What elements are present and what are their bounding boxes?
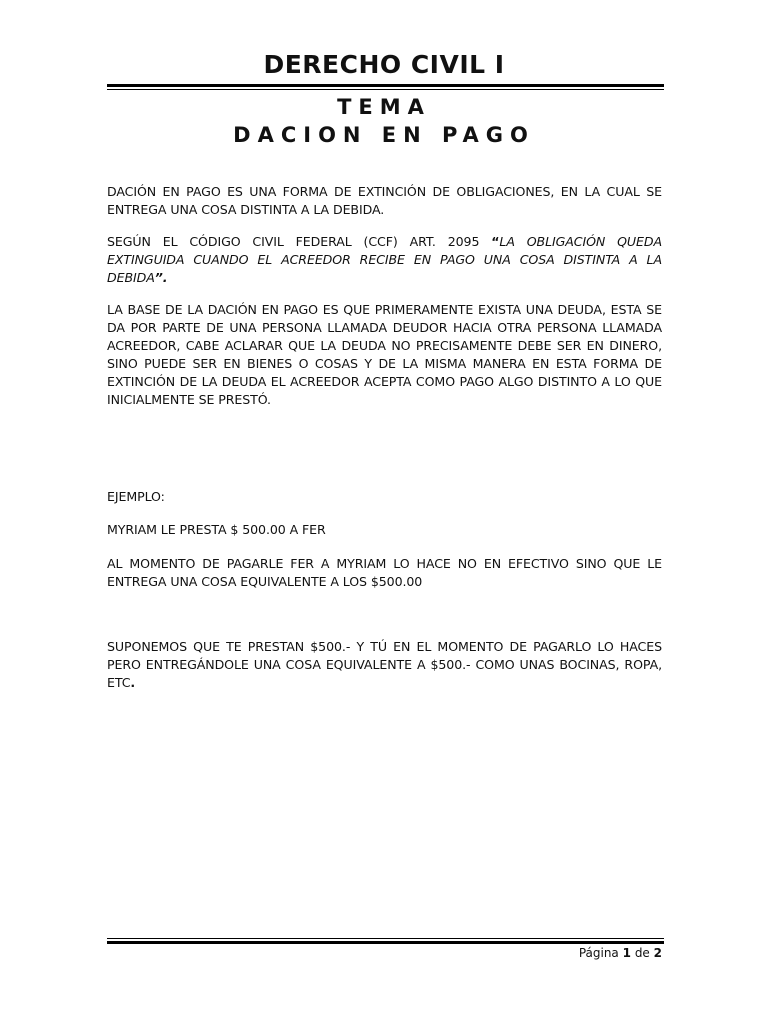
topic-title: DACION EN PAGO: [233, 123, 535, 147]
citation-prefix: SEGÚN EL CÓDIGO CIVIL FEDERAL (CCF) ART. 2095: [107, 234, 492, 249]
document-header-title: DERECHO CIVIL I: [263, 50, 505, 79]
paragraph-definition: DACIÓN EN PAGO ES UNA FORMA DE EXTINCIÓN DE OBLIGACIONES, EN LA CUAL SE ENTREGA UNA COSA DISTINTA A LA DEBIDA.: [107, 184, 662, 217]
citation-close-quote: ”.: [154, 270, 168, 285]
topic-label: TEMA: [337, 95, 431, 119]
paragraph-supposition: [107, 638, 662, 692]
header-rule-thin: [107, 89, 664, 90]
paragraph-basis: LA BASE DE LA DACIÓN EN PAGO ES QUE PRIMERAMENTE EXISTA UNA DEUDA, ESTA SE DA POR PARTE DE UNA PERSONA LLAMADA DEUDOR HACIA OTRA PERSONA LLAMADA ACREEDOR, CABE ACLARAR QUE LA DEUDA NO PRECISAMENTE DEBE SER EN DINERO, SINO PUEDE SER EN BIENES O COSAS Y DE LA MISMA MANERA EN ESTA FORMA DE EXTINCIÓN DE LA DEUDA EL ACREEDOR ACEPTA COMO PAGO ALGO DISTINTO A LO QUE INICIALMENTE SE PRESTÓ.: [107, 302, 662, 407]
paragraph-example-loan: MYRIAM LE PRESTA $ 500.00 A FER: [107, 522, 326, 537]
paragraph-example-label: EJEMPLO:: [107, 489, 165, 504]
citation-open-quote: “: [491, 234, 500, 249]
footer-rule-thin: [107, 938, 664, 939]
paragraph-example-payment: AL MOMENTO DE PAGARLE FER A MYRIAM LO HACE NO EN EFECTIVO SINO QUE LE ENTREGA UNA COSA EQUIVALENTE A LOS $500.00: [107, 556, 662, 589]
page-number-footer: [579, 946, 662, 960]
paragraph-legal-citation: [107, 233, 662, 287]
header-rule-thick: [107, 84, 664, 87]
supposition-period: .: [130, 675, 136, 690]
footer-de-label: de: [634, 946, 650, 960]
footer-total-pages: 2: [653, 946, 662, 960]
footer-current-page: 1: [622, 946, 631, 960]
citation-quote: LA OBLIGACIÓN QUEDA EXTINGUIDA CUANDO EL ACREEDOR RECIBE EN PAGO UNA COSA DISTINTA A LA DEBIDA: [107, 234, 662, 285]
footer-rule-thick: [107, 941, 664, 944]
footer-page-label: Página: [578, 946, 619, 960]
supposition-text: SUPONEMOS QUE TE PRESTAN $500.- Y TÚ EN EL MOMENTO DE PAGARLO LO HACES PERO ENTREGÁNDOLE UNA COSA EQUIVALENTE A $500.- COMO UNAS BOCINAS, ROPA, ETC: [107, 639, 662, 690]
